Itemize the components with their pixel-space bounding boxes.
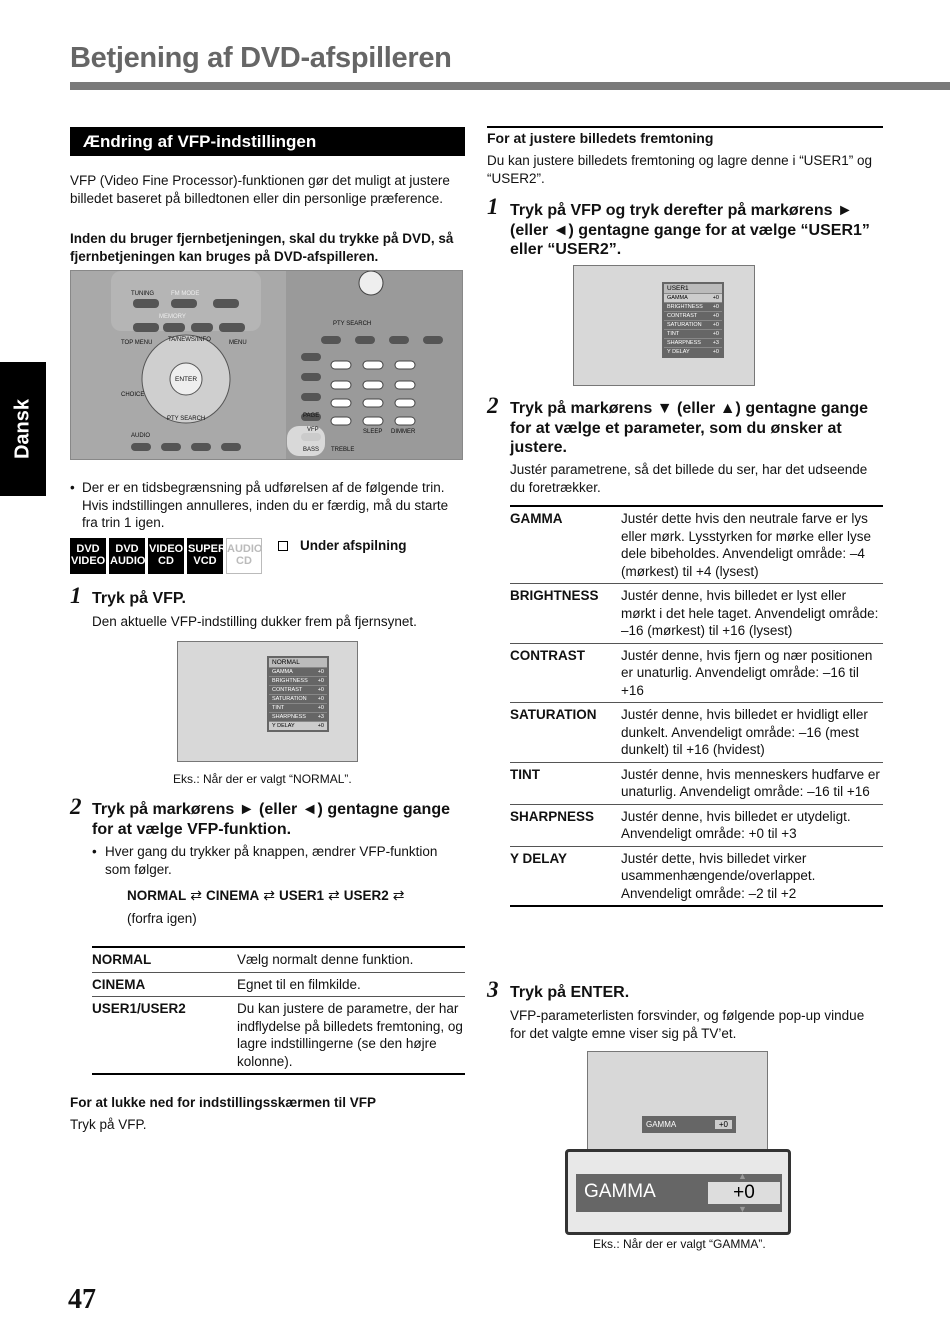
- cycle-item: USER2: [343, 888, 389, 903]
- logo-video-cd: VIDEO CD: [148, 538, 184, 574]
- logo-audio-cd: AUDIO CD: [226, 538, 262, 574]
- step2-title: Tryk på markørens ► (eller ◄) gentagne gange for at vælge VFP-funktion.: [92, 801, 450, 838]
- cycle-arrows-icon: ⇄: [190, 887, 202, 903]
- table-row: USER1/USER2 Du kan justere de parametre, der har indflydelse på billedets fremtoning, og lagre indstillingerne (se den højre kolonne).: [92, 997, 465, 1075]
- logo-super-vcd: SUPER VCD: [187, 538, 223, 574]
- menu-row: Y DELAY +0: [269, 721, 327, 730]
- menu-row: CONTRAST +0: [664, 311, 722, 320]
- table-row: NORMAL Vælg normalt denne funktion.: [92, 952, 414, 967]
- remote-label-memory: MEMORY: [159, 314, 186, 320]
- intro-bold-text: Inden du bruger fjernbetjeningen, skal du trykke på DVD, så fjernbetjeningen kan bruges på DVD-afspilleren.: [70, 231, 454, 264]
- step-number: 1: [487, 194, 499, 219]
- menu-row: Y DELAY +0: [664, 347, 722, 356]
- step1-text: Den aktuelle VFP-indstilling dukker frem på fjernsynet.: [92, 614, 417, 629]
- vfp-cycle: [127, 887, 404, 905]
- bullet-dot: •: [70, 480, 75, 495]
- time-limit-note: Der er en tidsbegrænsning på udførelsen af de følgende trin. Hvis indstillingen annulleres, inden du er færdig, må du starte fra trin 1 igen.: [82, 480, 449, 530]
- checkbox-icon: [278, 541, 288, 551]
- menu-row: SATURATION +0: [664, 320, 722, 329]
- remote-label-fm-mode: FM MODE: [171, 291, 200, 297]
- logo-dvd-video: DVD VIDEO: [70, 538, 106, 574]
- remote-label-pty-search-right: PTY SEARCH: [333, 321, 372, 327]
- remote-label-ta-news: TA/NEWS/INFO: [168, 337, 211, 343]
- right-subhead: For at justere billedets fremtoning: [487, 130, 714, 146]
- step2-bullet: Hver gang du trykker på knappen, ændrer VFP-funktion som følger.: [105, 844, 438, 877]
- gamma-popup-zoom: [565, 1149, 791, 1235]
- cycle-again: (forfra igen): [127, 911, 197, 926]
- screen1-caption: Eks.: Når der er valgt “NORMAL”.: [173, 772, 352, 786]
- step1-title: Tryk på VFP.: [92, 590, 186, 607]
- tv-screen-normal: [177, 641, 358, 762]
- cycle-arrows-icon: ⇄: [392, 887, 405, 903]
- section-heading: Ændring af VFP-indstillingen: [70, 127, 465, 156]
- right-rule: [487, 126, 883, 128]
- close-text: Tryk på VFP.: [70, 1117, 147, 1132]
- table-row: CINEMA Egnet til en filmkilde.: [92, 972, 465, 997]
- remote-label-bass: BASS: [303, 447, 320, 453]
- table-row: SATURATION Justér denne, hvis billedet er hvidligt eller dunkelt. Anvendeligt område: –16 (mest dunkelt) til +16 (hvidest): [510, 703, 883, 763]
- remote-label-dimmer: DIMMER: [391, 429, 416, 435]
- tv-screen-user1: [573, 265, 755, 386]
- remote-label-tuning: TUNING: [131, 291, 154, 297]
- remote-label-audio: AUDIO: [131, 433, 151, 439]
- remote-label-pty-search: PTY SEARCH: [167, 416, 206, 422]
- remote-label-page: PAGE: [303, 413, 320, 419]
- intro-text: VFP (Video Fine Processor)-funktionen gør det muligt at justere billedet baseret på billedtonen eller din personlige præference.: [70, 173, 450, 206]
- table-row: TINT Justér denne, hvis menneskers hudfarve er unaturlig. Anvendeligt område: –16 til +16: [510, 762, 883, 804]
- gamma-popup-small: [642, 1116, 736, 1133]
- right-intro: Du kan justere billedets fremtoning og lagre denne i “USER1” og “USER2”.: [487, 153, 872, 186]
- right-step1-title: Tryk på VFP og tryk derefter på markørens ► (eller ◄) gentagne gange for at vælge “USER1” eller “USER2”.: [510, 202, 870, 258]
- right-step3-text: VFP-parameterlisten forsvinder, og følgende pop-up vindue for det valgte emne viser sig på TV’et.: [510, 1008, 865, 1041]
- gamma-popup-large-label: GAMMA: [584, 1181, 656, 1202]
- table-row: CONTRAST Justér denne, hvis fjern og nær positionen er unaturlig. Anvendeligt område: –16 til +16: [510, 643, 883, 703]
- cycle-arrows-icon: ⇄: [327, 887, 340, 903]
- remote-label-vfp: VFP: [307, 427, 319, 433]
- right-step2-text: Justér parametrene, så det billede du ser, har det udseende du foretrækker.: [510, 462, 868, 495]
- cycle-arrows-icon: ⇄: [263, 887, 275, 903]
- remote-label-menu: MENU: [229, 340, 247, 346]
- language-tab: [0, 362, 46, 496]
- remote-label-choice: CHOICE: [121, 392, 145, 398]
- parameter-table: [510, 505, 883, 907]
- vfp-modes-table: [92, 946, 465, 1075]
- menu-row: BRIGHTNESS +0: [664, 302, 722, 311]
- remote-label-treble: TREBLE: [331, 447, 355, 453]
- right-step3-title: Tryk på ENTER.: [510, 984, 630, 1001]
- gamma-popup-large-value: +0: [708, 1182, 780, 1204]
- menu-row: SATURATION +0: [269, 694, 327, 703]
- remote-control-illustration: [70, 270, 463, 460]
- menu-row: SHARPNESS +3: [269, 712, 327, 721]
- logo-dvd-audio: DVD AUDIO: [109, 538, 145, 574]
- menu-row: TINT +0: [664, 329, 722, 338]
- language-tab-label: Dansk: [11, 398, 34, 460]
- cycle-item: CINEMA: [205, 888, 260, 903]
- remote-label-sleep: SLEEP: [363, 429, 383, 435]
- bullet-dot: •: [92, 844, 97, 859]
- menu-row: CONTRAST +0: [269, 685, 327, 694]
- right-step2-title: Tryk på markørens ▼ (eller ▲) gentagne gange for at vælge et parameter, som du ønsker at justere.: [510, 400, 868, 456]
- disc-logos: [70, 538, 262, 574]
- table-row: Y DELAY Justér dette, hvis billedet virker usammenhængende/overlappet. Anvendeligt område: –2 til +2: [510, 846, 883, 906]
- menu-title: NORMAL: [269, 658, 327, 667]
- vfp-menu-normal: [267, 656, 329, 732]
- cycle-item: USER1: [278, 888, 324, 903]
- table-row: SHARPNESS Justér denne, hvis billedet er utydeligt. Anvendeligt område: +0 til +3: [510, 804, 883, 846]
- during-playback-label: Under afspilning: [300, 538, 407, 553]
- table-row: GAMMA Justér dette hvis den neutrale farve er lys eller mørk. Lysstyrken for mørke eller lyse dele bibeholdes. Anvendeligt område: –4 (mørkest) til +4 (lysest): [510, 511, 872, 579]
- step-number: 1: [70, 583, 82, 608]
- page-title: Betjening af DVD-afspilleren: [70, 42, 452, 74]
- screen3-caption: Eks.: Når der er valgt “GAMMA”.: [593, 1237, 766, 1251]
- title-rule: [70, 82, 950, 90]
- menu-row: SHARPNESS +3: [664, 338, 722, 347]
- cycle-item: NORMAL: [127, 888, 187, 903]
- step-number: 2: [487, 393, 499, 418]
- remote-label-enter: ENTER: [175, 376, 198, 383]
- menu-row: GAMMA +0: [664, 293, 722, 302]
- menu-title: USER1: [664, 284, 722, 293]
- gamma-popup-value: +0: [715, 1120, 732, 1129]
- step-number: 2: [70, 794, 82, 819]
- step-number: 3: [487, 977, 499, 1002]
- page-number: 47: [68, 1284, 96, 1315]
- menu-row: BRIGHTNESS +0: [269, 676, 327, 685]
- gamma-popup-label: GAMMA: [646, 1120, 677, 1129]
- arrow-down-icon: ▼: [738, 1204, 747, 1214]
- menu-row: TINT +0: [269, 703, 327, 712]
- table-row: BRIGHTNESS Justér denne, hvis billedet er lyst eller mørkt i det hele taget. Anvendeligt område: –16 (mørkest) til +16 (lysest): [510, 584, 883, 644]
- remote-label-top-menu: TOP MENU: [121, 340, 153, 346]
- vfp-menu-user1: [662, 282, 724, 358]
- menu-row: GAMMA +0: [269, 667, 327, 676]
- arrow-up-icon: ▲: [738, 1171, 747, 1181]
- close-heading: For at lukke ned for indstillingsskærmen til VFP: [70, 1095, 377, 1110]
